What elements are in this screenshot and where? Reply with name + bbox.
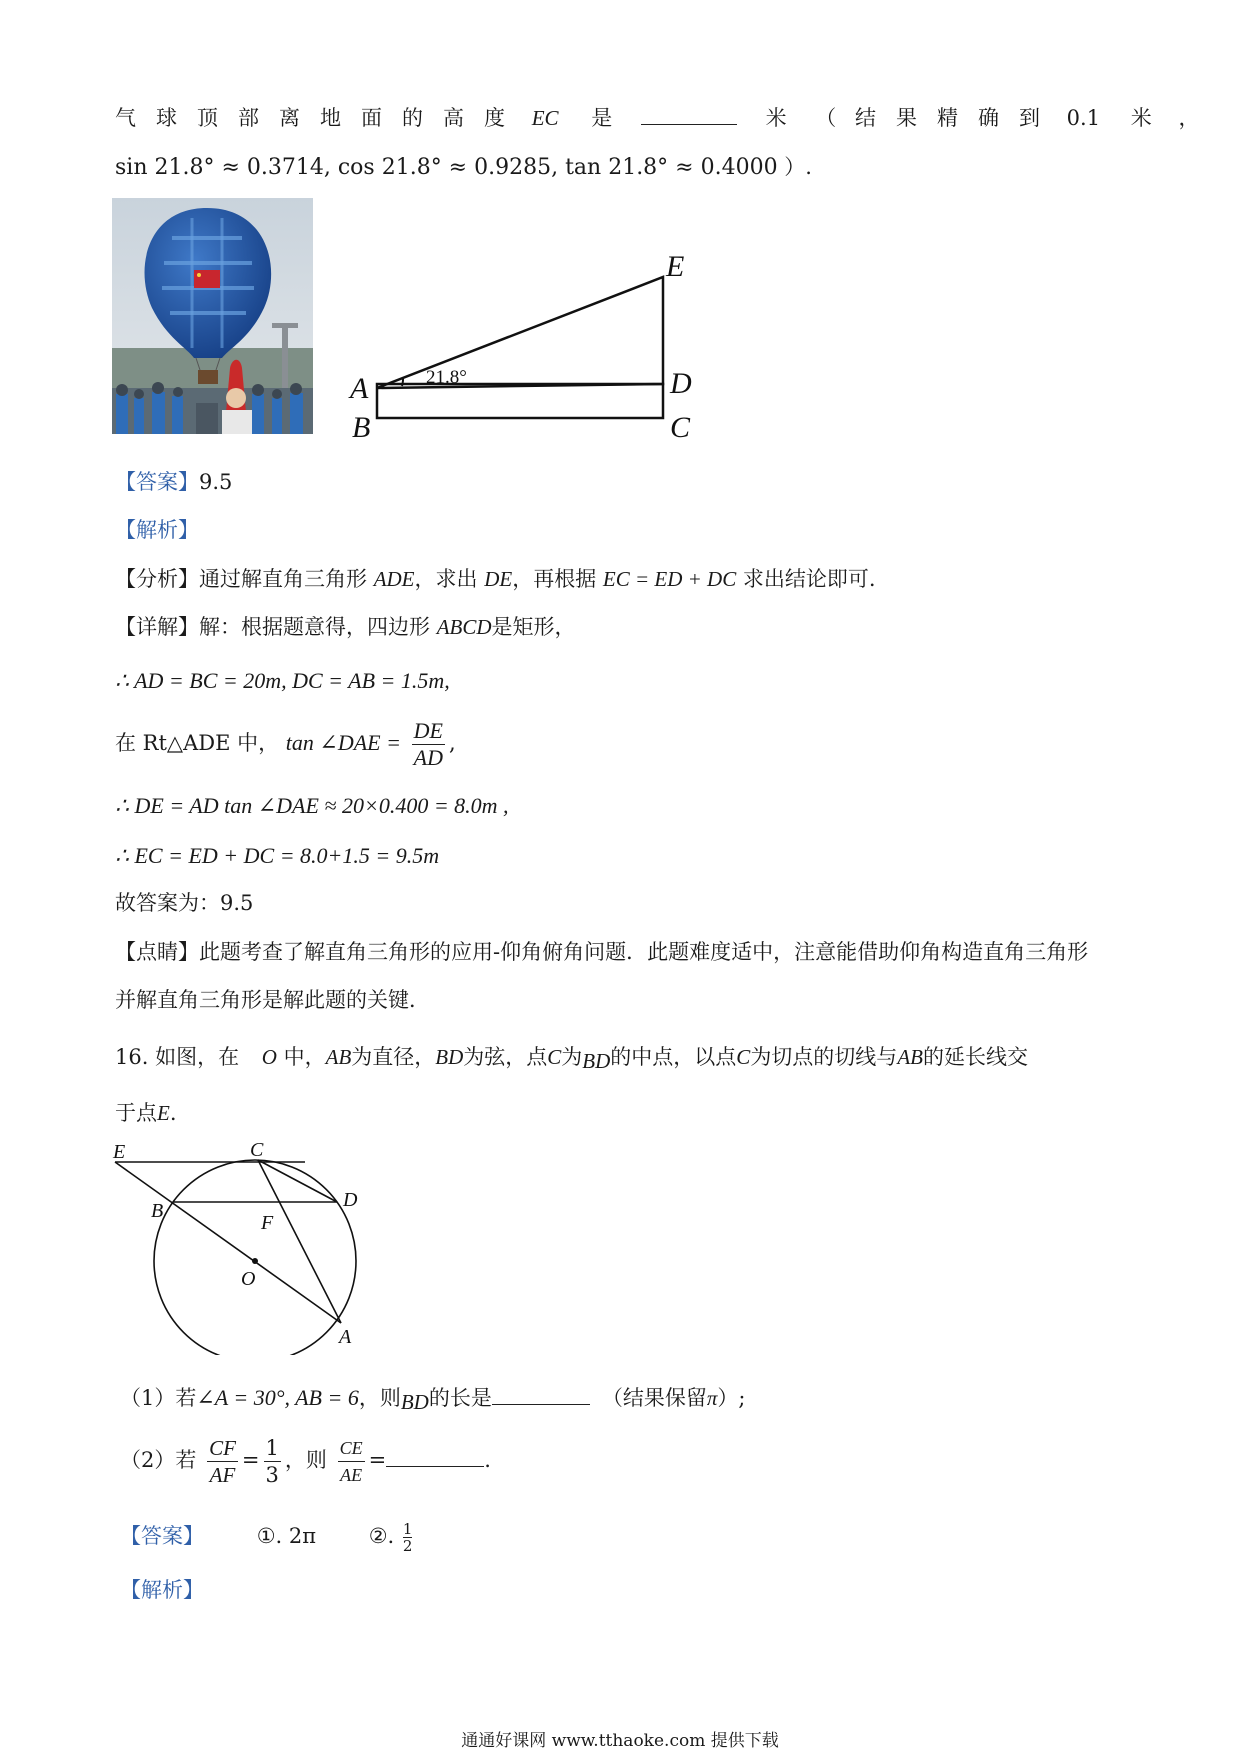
q15-line1-precision: 0.1 <box>1066 106 1101 130</box>
dianjing-1 <box>115 937 1088 967</box>
q15-line1-paren: （ <box>815 106 837 130</box>
sub1-pi: π <box>706 1386 718 1410</box>
sub2-fraction-2 <box>264 1435 281 1488</box>
sub1-arc: BD <box>400 1390 429 1414</box>
detail-tag: 【详解】 <box>115 615 199 639</box>
detail-text-2: 是矩形， <box>491 615 576 639</box>
figure-circle-o <box>105 1135 385 1355</box>
label-f2: F <box>261 1212 274 1234</box>
step-1: ∴ AD = BC = 20m, DC = AB = 1.5m, <box>115 668 450 693</box>
step-2-tan: tan ∠DAE = <box>285 730 401 755</box>
ans16-answer-tag: 【答案】 <box>120 1524 204 1548</box>
sub1-note: （结果保留 <box>601 1386 707 1410</box>
sub2-den-2: 3 <box>265 1463 279 1487</box>
label-c2: C <box>250 1139 264 1161</box>
ans15-fenxi <box>115 564 876 594</box>
step-2-num: DE <box>413 718 443 743</box>
q15-answer-blank[interactable] <box>641 102 737 125</box>
label-e2: E <box>113 1141 126 1163</box>
q16-intro-line1 <box>115 1042 1028 1072</box>
fenxi-ade: ADE <box>373 567 415 591</box>
dianjing-tag: 【点睛】 <box>115 940 199 964</box>
q16-intro-2: 中， <box>283 1045 326 1069</box>
sub2-num-3: CE <box>338 1435 365 1462</box>
fenxi-equation: EC = ED + DC <box>602 567 737 591</box>
figure-triangle-ade <box>340 240 720 450</box>
q16-intro-4: 为弦，点 <box>463 1045 548 1069</box>
angle-label: 21.8° <box>426 367 467 388</box>
q15-line1-note: 结果精确到 <box>854 106 1060 130</box>
step-2-pre: 在 Rt△ADE 中， <box>115 731 280 755</box>
label-b2: B <box>151 1200 164 1222</box>
sub2-num-1: CF <box>209 1436 236 1460</box>
fenxi-text-3: ，再根据 <box>512 567 597 591</box>
step-2 <box>115 714 456 772</box>
fenxi-de: DE <box>484 567 513 591</box>
sub2-eq: = <box>241 1448 260 1472</box>
ans16-answer-1: ①. 2π <box>256 1524 317 1548</box>
label-e: E <box>666 250 685 283</box>
fenxi-text-2: ，求出 <box>414 567 478 591</box>
label-d: D <box>670 367 692 400</box>
ans15-detail <box>115 612 576 642</box>
q15-line2-close: ）. <box>784 155 812 179</box>
ans16-analysis-tag: 【解析】 <box>120 1578 204 1602</box>
label-d2: D <box>343 1189 358 1211</box>
sub2-den-1: AF <box>209 1463 236 1487</box>
sub1-post: 的长是 <box>428 1386 492 1410</box>
fenxi-text-4: 求出结论即可. <box>742 567 876 591</box>
chord-ca <box>258 1160 341 1323</box>
step-2-fraction <box>412 718 445 771</box>
label-a: A <box>350 372 369 405</box>
step-2-end: , <box>448 731 456 755</box>
q16-intro-6: 的中点，以点 <box>610 1045 737 1069</box>
label-b: B <box>352 411 371 444</box>
sub1-pre: （1）若 <box>120 1386 197 1410</box>
q16-intro-end: . <box>169 1101 177 1125</box>
q15-line2 <box>115 152 812 183</box>
ans16-answer-2-fraction <box>403 1521 413 1554</box>
ans15-analysis-tag: 【解析】 <box>115 518 199 542</box>
sub2-answer-blank[interactable] <box>386 1444 484 1467</box>
dianjing-text-1: 此题考查了解直角三角形的应用-仰角俯角问题．此题难度适中，注意能借助仰角构造直角三角形 <box>199 940 1089 964</box>
label-a2: A <box>339 1326 352 1348</box>
conclusion: 故答案为：9.5 <box>115 891 254 915</box>
triangle-ade <box>377 277 663 388</box>
sub2-end: . <box>484 1448 491 1472</box>
q16-e: E <box>157 1101 170 1125</box>
sub1-mid: ，则 <box>358 1386 401 1410</box>
q16-intro-3: 为直径， <box>351 1045 436 1069</box>
sub2-mid: ，则 <box>284 1448 327 1472</box>
ans16-answer-2-den: 2 <box>402 1537 413 1555</box>
q16-intro-line2 <box>115 1098 177 1128</box>
q16-intro-5: 为 <box>561 1045 583 1069</box>
rectangle-abcd <box>377 384 663 418</box>
step-3: ∴ DE = AD tan ∠DAE ≈ 20×0.400 = 8.0m , <box>115 793 509 818</box>
balloon-photo <box>112 198 313 434</box>
q16-ab-2: AB <box>897 1045 923 1069</box>
detail-abcd: ABCD <box>436 615 492 639</box>
label-o2: O <box>241 1268 256 1290</box>
q16-arc-bd: BD <box>582 1049 611 1073</box>
label-c: C <box>670 411 691 444</box>
ans15-answer-value: 9.5 <box>199 470 233 494</box>
chord-cd <box>258 1160 337 1202</box>
sub2-pre: （2）若 <box>120 1448 197 1472</box>
q16-intro-1: 16. 如图，在 <box>115 1045 240 1069</box>
ans15-answer-tag: 【答案】 <box>115 470 199 494</box>
ans16-answer-2-mark: ②. <box>368 1524 395 1548</box>
sub1-condition: ∠A = 30°, AB = 6 <box>196 1385 359 1410</box>
sub2-fraction-3 <box>338 1435 365 1488</box>
q16-ab: AB <box>325 1045 352 1069</box>
q15-line1-is: 是 <box>591 106 613 130</box>
q15-line1-unit: 米 <box>765 106 787 130</box>
q15-line1-unit2: 米 <box>1130 106 1152 130</box>
sub1-answer-blank[interactable] <box>492 1382 590 1405</box>
circle-o <box>154 1160 356 1355</box>
q15-line1 <box>115 102 1199 133</box>
ans16-answer-2-num: 1 <box>402 1520 413 1538</box>
center-dot <box>252 1258 258 1264</box>
fenxi-text-1: 通过解直角三角形 <box>199 567 367 591</box>
sub2-fraction-1 <box>207 1435 238 1488</box>
sub2-eq-2: = <box>368 1448 387 1472</box>
sub1-close: ）; <box>717 1386 746 1410</box>
sub2-den-3: AE <box>340 1465 363 1485</box>
q16-circle-o: O <box>261 1045 277 1069</box>
q16-intro-8: 的延长线交 <box>922 1045 1028 1069</box>
ans16-answer <box>120 1514 414 1558</box>
fenxi-tag: 【分析】 <box>115 567 199 591</box>
q15-trig-values: sin 21.8° ≈ 0.3714, cos 21.8° ≈ 0.9285, tan 21.8° ≈ 0.4000 <box>115 155 778 180</box>
q15-line1-comma: ， <box>1178 106 1200 130</box>
q15-line1-var: EC <box>531 106 559 130</box>
step-4: ∴ EC = ED + DC = 8.0+1.5 = 9.5m <box>115 843 440 868</box>
step-2-den: AD <box>413 745 443 770</box>
q16-sub2 <box>120 1430 491 1490</box>
q16-c-2: C <box>736 1045 751 1069</box>
dianjing-2: 并解直角三角形是解此题的关键． <box>115 988 430 1012</box>
q16-c: C <box>547 1045 562 1069</box>
q16-intro-7: 为切点的切线与 <box>750 1045 898 1069</box>
q15-line1-chars: 气球顶部离地面的高度 <box>115 106 525 130</box>
q16-bd: BD <box>435 1045 464 1069</box>
q16-sub1 <box>120 1382 745 1413</box>
sub2-num-2: 1 <box>265 1436 279 1460</box>
q16-intro-line2-text: 于点 <box>115 1101 157 1125</box>
ans15-answer <box>115 467 232 497</box>
page-footer: 通通好课网 www.tthaoke.com 提供下载 <box>461 1731 779 1751</box>
detail-text-1: 解：根据题意得，四边形 <box>199 615 430 639</box>
